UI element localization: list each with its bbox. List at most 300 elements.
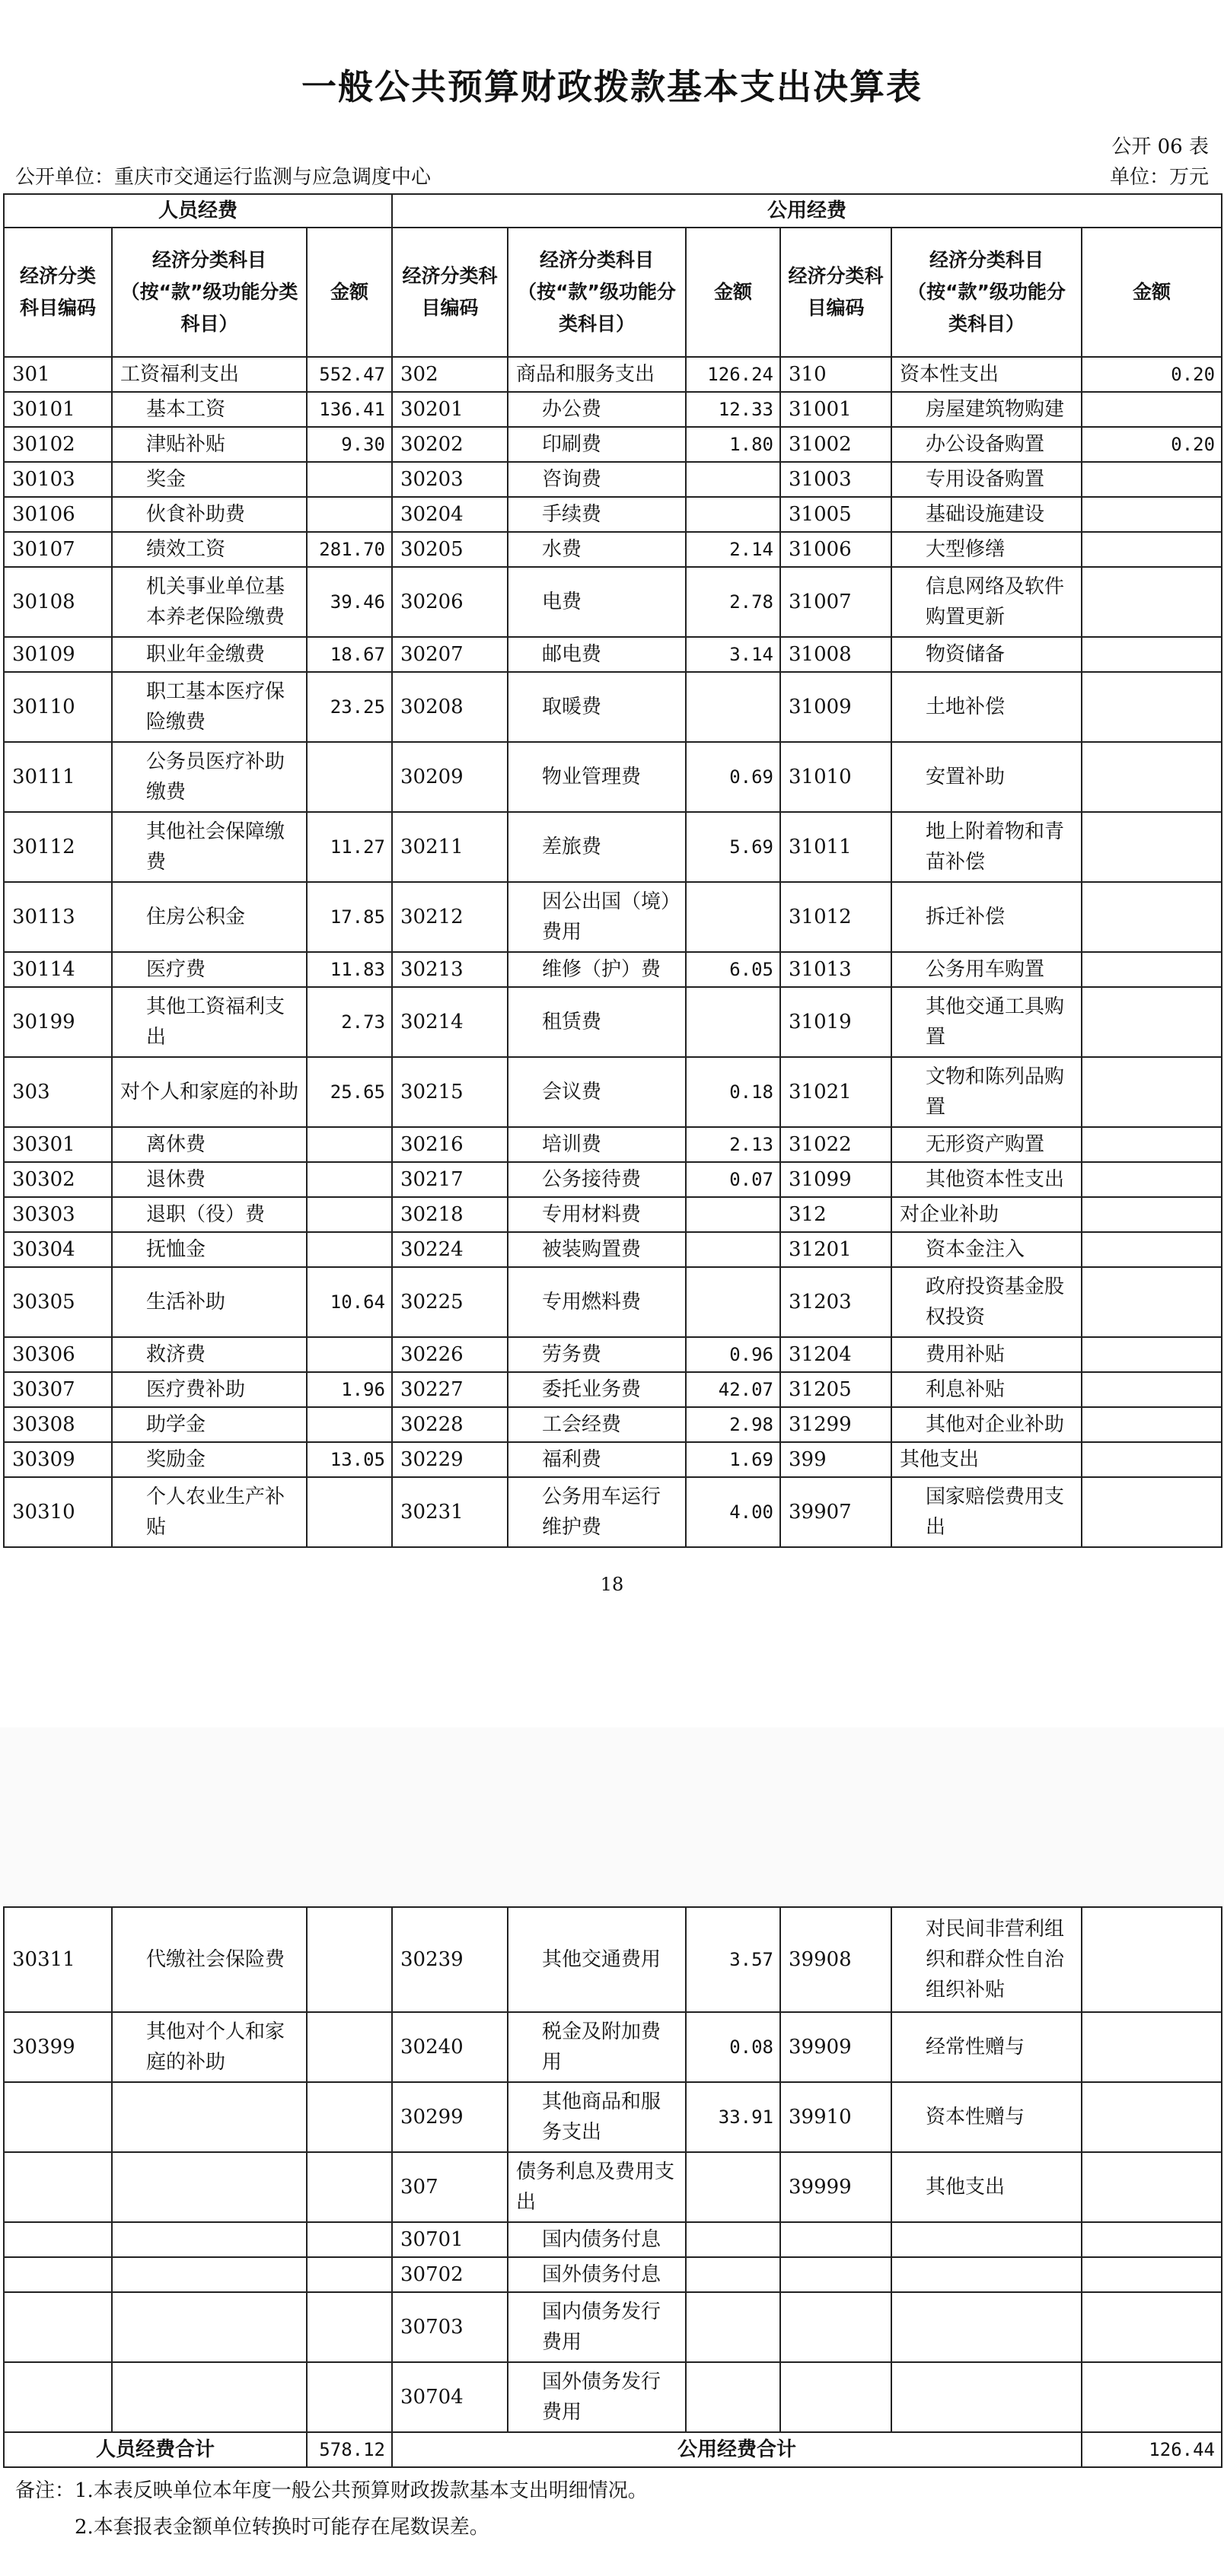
code-cell: 310: [780, 357, 891, 392]
code-cell: 30209: [392, 742, 508, 812]
item-name-cell: 利息补贴: [891, 1372, 1082, 1407]
amount-cell: [1082, 952, 1222, 987]
item-name-cell: 公务用车运行维护费: [508, 1477, 686, 1547]
amount-cell: [1082, 1372, 1222, 1407]
code-cell: 30309: [4, 1442, 112, 1477]
amount-cell: 1.96: [307, 1372, 392, 1407]
amount-cell: 0.18: [686, 1057, 780, 1127]
table-row: [4, 952, 1222, 987]
code-cell: 30103: [4, 462, 112, 497]
code-cell: 31019: [780, 987, 891, 1057]
item-name-cell: 资本金注入: [891, 1232, 1082, 1267]
table-row: [4, 1197, 1222, 1232]
amount-cell: [1082, 2152, 1222, 2222]
amount-cell: [307, 462, 392, 497]
amount-cell: 11.27: [307, 812, 392, 882]
code-cell: 30211: [392, 812, 508, 882]
code-cell: 30106: [4, 497, 112, 532]
code-cell: [4, 2362, 112, 2432]
code-cell: 31022: [780, 1127, 891, 1162]
code-cell: 30311: [4, 1907, 112, 2012]
code-cell: [780, 2257, 891, 2292]
amount-cell: 0.20: [1082, 357, 1222, 392]
item-name-cell: 基本工资: [112, 392, 307, 427]
item-name-cell: 资本性赠与: [891, 2082, 1082, 2152]
amount-cell: 0.69: [686, 742, 780, 812]
totals-row: [4, 2432, 1222, 2467]
code-cell: [4, 2222, 112, 2257]
item-name-cell: 对企业补助: [891, 1197, 1082, 1232]
amount-cell: 3.57: [686, 1907, 780, 2012]
amount-cell: [307, 2012, 392, 2082]
amount-cell: 1.69: [686, 1442, 780, 1477]
item-name-cell: [112, 2362, 307, 2432]
amount-cell: 42.07: [686, 1372, 780, 1407]
amount-cell: [686, 462, 780, 497]
item-name-cell: 商品和服务支出: [508, 357, 686, 392]
item-name-cell: 地上附着物和青苗补偿: [891, 812, 1082, 882]
amount-cell: [686, 1267, 780, 1337]
item-name-cell: [891, 2292, 1082, 2362]
code-cell: 31005: [780, 497, 891, 532]
table-row: [4, 497, 1222, 532]
amount-cell: [307, 742, 392, 812]
code-cell: 399: [780, 1442, 891, 1477]
col-header-name: 经济分类科目（按“款”级功能分类科目）: [112, 228, 307, 357]
amount-cell: [1082, 497, 1222, 532]
code-cell: 39909: [780, 2012, 891, 2082]
amount-cell: [686, 1232, 780, 1267]
item-name-cell: 安置补助: [891, 742, 1082, 812]
code-cell: 30218: [392, 1197, 508, 1232]
amount-cell: [1082, 637, 1222, 672]
item-name-cell: 取暖费: [508, 672, 686, 742]
item-name-cell: 公务接待费: [508, 1162, 686, 1197]
item-name-cell: 奖励金: [112, 1442, 307, 1477]
item-name-cell: [891, 2257, 1082, 2292]
code-cell: 31021: [780, 1057, 891, 1127]
table-row: [4, 2082, 1222, 2152]
code-cell: [780, 2222, 891, 2257]
code-cell: 312: [780, 1197, 891, 1232]
item-name-cell: 其他资本性支出: [891, 1162, 1082, 1197]
amount-cell: [686, 2152, 780, 2222]
group-header-row: [4, 194, 1222, 228]
code-cell: 30239: [392, 1907, 508, 2012]
item-name-cell: [891, 2362, 1082, 2432]
item-name-cell: [112, 2292, 307, 2362]
item-name-cell: 对民间非营利组织和群众性自治组织补贴: [891, 1907, 1082, 2012]
item-name-cell: 国家赔偿费用支出: [891, 1477, 1082, 1547]
amount-cell: 13.05: [307, 1442, 392, 1477]
item-name-cell: 其他支出: [891, 1442, 1082, 1477]
table-row: [4, 637, 1222, 672]
amount-cell: 0.07: [686, 1162, 780, 1197]
amount-unit: 单位：万元: [1109, 166, 1209, 189]
amount-cell: [307, 2362, 392, 2432]
code-cell: 30308: [4, 1407, 112, 1442]
col-header-amount: 金额: [1082, 228, 1222, 357]
amount-cell: [1082, 1337, 1222, 1372]
personnel-total-label: 人员经费合计: [4, 2432, 307, 2467]
table-row: [4, 392, 1222, 427]
code-cell: 30108: [4, 567, 112, 637]
unit-row: [15, 161, 1209, 187]
item-name-cell: 国外债务发行费用: [508, 2362, 686, 2432]
amount-cell: [1082, 1197, 1222, 1232]
code-cell: 31204: [780, 1337, 891, 1372]
item-name-cell: 职业年金缴费: [112, 637, 307, 672]
item-name-cell: 国内债务付息: [508, 2222, 686, 2257]
code-cell: 30203: [392, 462, 508, 497]
item-name-cell: 福利费: [508, 1442, 686, 1477]
code-cell: 30205: [392, 532, 508, 567]
code-cell: 31002: [780, 427, 891, 462]
item-name-cell: 抚恤金: [112, 1232, 307, 1267]
code-cell: 31009: [780, 672, 891, 742]
item-name-cell: 其他商品和服务支出: [508, 2082, 686, 2152]
amount-cell: [1082, 987, 1222, 1057]
item-name-cell: 个人农业生产补贴: [112, 1477, 307, 1547]
item-name-cell: 其他社会保障缴费: [112, 812, 307, 882]
amount-cell: [307, 1162, 392, 1197]
amount-cell: 12.33: [686, 392, 780, 427]
item-name-cell: [112, 2257, 307, 2292]
amount-cell: [1082, 532, 1222, 567]
amount-cell: 281.70: [307, 532, 392, 567]
amount-cell: [1082, 1267, 1222, 1337]
amount-cell: 17.85: [307, 882, 392, 952]
item-name-cell: 公务用车购置: [891, 952, 1082, 987]
code-cell: 30199: [4, 987, 112, 1057]
item-name-cell: 委托业务费: [508, 1372, 686, 1407]
amount-cell: [686, 2222, 780, 2257]
item-name-cell: 救济费: [112, 1337, 307, 1372]
code-cell: 30109: [4, 637, 112, 672]
code-cell: 30214: [392, 987, 508, 1057]
code-cell: 39908: [780, 1907, 891, 2012]
code-cell: 30208: [392, 672, 508, 742]
item-name-cell: [112, 2222, 307, 2257]
code-cell: 30107: [4, 532, 112, 567]
public-total-value: 126.44: [1082, 2432, 1222, 2467]
amount-cell: [1082, 2362, 1222, 2432]
code-cell: 31201: [780, 1232, 891, 1267]
amount-cell: [307, 1232, 392, 1267]
code-cell: 30216: [392, 1127, 508, 1162]
code-cell: 30301: [4, 1127, 112, 1162]
amount-cell: 6.05: [686, 952, 780, 987]
code-cell: [4, 2257, 112, 2292]
code-cell: [780, 2292, 891, 2362]
item-name-cell: 代缴社会保险费: [112, 1907, 307, 2012]
item-name-cell: 国内债务发行费用: [508, 2292, 686, 2362]
amount-cell: [686, 2292, 780, 2362]
amount-cell: 0.20: [1082, 427, 1222, 462]
amount-cell: [1082, 2257, 1222, 2292]
amount-cell: [307, 1477, 392, 1547]
amount-cell: 0.08: [686, 2012, 780, 2082]
code-cell: 31011: [780, 812, 891, 882]
code-cell: 30231: [392, 1477, 508, 1547]
table-row: [4, 532, 1222, 567]
code-cell: 31006: [780, 532, 891, 567]
col-header-name: 经济分类科目（按“款”级功能分类科目）: [891, 228, 1082, 357]
amount-cell: 2.13: [686, 1127, 780, 1162]
code-cell: 30224: [392, 1232, 508, 1267]
code-cell: 30704: [392, 2362, 508, 2432]
table-row: [4, 882, 1222, 952]
amount-cell: [307, 2257, 392, 2292]
amount-cell: [1082, 812, 1222, 882]
item-name-cell: 无形资产购置: [891, 1127, 1082, 1162]
table-row: [4, 987, 1222, 1057]
amount-cell: [686, 672, 780, 742]
item-name-cell: 印刷费: [508, 427, 686, 462]
col-header-code: 经济分类科目编码: [780, 228, 891, 357]
amount-cell: [1082, 2082, 1222, 2152]
item-name-cell: 被装购置费: [508, 1232, 686, 1267]
amount-cell: [1082, 742, 1222, 812]
item-name-cell: 退职（役）费: [112, 1197, 307, 1232]
code-cell: [4, 2082, 112, 2152]
item-name-cell: 国外债务付息: [508, 2257, 686, 2292]
item-name-cell: 对个人和家庭的补助: [112, 1057, 307, 1127]
code-cell: 30302: [4, 1162, 112, 1197]
item-name-cell: 邮电费: [508, 637, 686, 672]
note-line-1: 备注：1.本表反映单位本年度一般公共预算财政拨款基本支出明细情况。: [15, 2479, 648, 2502]
amount-cell: [686, 882, 780, 952]
code-cell: 30228: [392, 1407, 508, 1442]
table-row: [4, 1407, 1222, 1442]
item-name-cell: 机关事业单位基本养老保险缴费: [112, 567, 307, 637]
code-cell: 31012: [780, 882, 891, 952]
code-cell: 30702: [392, 2257, 508, 2292]
table-row: [4, 2012, 1222, 2082]
code-cell: 30206: [392, 567, 508, 637]
item-name-cell: 其他交通费用: [508, 1907, 686, 2012]
item-name-cell: 税金及附加费用: [508, 2012, 686, 2082]
item-name-cell: [112, 2152, 307, 2222]
item-name-cell: 其他支出: [891, 2152, 1082, 2222]
item-name-cell: 信息网络及软件购置更新: [891, 567, 1082, 637]
code-cell: 30307: [4, 1372, 112, 1407]
code-cell: 30303: [4, 1197, 112, 1232]
code-cell: 30102: [4, 427, 112, 462]
table-row: [4, 812, 1222, 882]
code-cell: 30305: [4, 1267, 112, 1337]
code-cell: 30111: [4, 742, 112, 812]
table-row: [4, 1372, 1222, 1407]
code-cell: 30240: [392, 2012, 508, 2082]
item-name-cell: 债务利息及费用支出: [508, 2152, 686, 2222]
code-cell: 30215: [392, 1057, 508, 1127]
item-name-cell: 其他对个人和家庭的补助: [112, 2012, 307, 2082]
code-cell: 30226: [392, 1337, 508, 1372]
code-cell: 31299: [780, 1407, 891, 1442]
code-cell: 30114: [4, 952, 112, 987]
amount-cell: [1082, 2012, 1222, 2082]
amount-cell: [1082, 462, 1222, 497]
item-name-cell: 医疗费补助: [112, 1372, 307, 1407]
amount-cell: 5.69: [686, 812, 780, 882]
code-cell: 30212: [392, 882, 508, 952]
item-name-cell: 劳务费: [508, 1337, 686, 1372]
table-row: [4, 1162, 1222, 1197]
code-cell: 30202: [392, 427, 508, 462]
item-name-cell: 大型修缮: [891, 532, 1082, 567]
amount-cell: [1082, 1127, 1222, 1162]
reporting-unit: 公开单位：重庆市交通运行监测与应急调度中心: [15, 166, 432, 189]
amount-cell: 2.73: [307, 987, 392, 1057]
item-name-cell: 资本性支出: [891, 357, 1082, 392]
code-cell: [4, 2292, 112, 2362]
code-cell: 30217: [392, 1162, 508, 1197]
table-row: [4, 1477, 1222, 1547]
amount-cell: 2.98: [686, 1407, 780, 1442]
notes: [15, 2473, 648, 2546]
expenditure-table-part-1: [3, 193, 1222, 1548]
col-header-name: 经济分类科目（按“款”级功能分类科目）: [508, 228, 686, 357]
amount-cell: 33.91: [686, 2082, 780, 2152]
code-cell: 31010: [780, 742, 891, 812]
code-cell: 303: [4, 1057, 112, 1127]
item-name-cell: 办公设备购置: [891, 427, 1082, 462]
col-header-amount: 金额: [307, 228, 392, 357]
code-cell: 30101: [4, 392, 112, 427]
code-cell: 302: [392, 357, 508, 392]
table-row: [4, 2362, 1222, 2432]
amount-cell: [686, 1197, 780, 1232]
amount-cell: 11.83: [307, 952, 392, 987]
code-cell: 30201: [392, 392, 508, 427]
item-name-cell: 奖金: [112, 462, 307, 497]
item-name-cell: 助学金: [112, 1407, 307, 1442]
code-cell: 39999: [780, 2152, 891, 2222]
code-cell: 30213: [392, 952, 508, 987]
amount-cell: [1082, 672, 1222, 742]
table-row: [4, 2152, 1222, 2222]
amount-cell: [686, 2257, 780, 2292]
table-row: [4, 1337, 1222, 1372]
table-row: [4, 2222, 1222, 2257]
code-cell: 30399: [4, 2012, 112, 2082]
code-cell: 31099: [780, 1162, 891, 1197]
table-row: [4, 427, 1222, 462]
table-row: [4, 1267, 1222, 1337]
code-cell: 30112: [4, 812, 112, 882]
amount-cell: [1082, 1057, 1222, 1127]
code-cell: 307: [392, 2152, 508, 2222]
item-name-cell: [112, 2082, 307, 2152]
amount-cell: [686, 2362, 780, 2432]
amount-cell: [307, 497, 392, 532]
item-name-cell: 住房公积金: [112, 882, 307, 952]
item-name-cell: 工资福利支出: [112, 357, 307, 392]
item-name-cell: 医疗费: [112, 952, 307, 987]
amount-cell: [307, 1907, 392, 2012]
item-name-cell: 会议费: [508, 1057, 686, 1127]
item-name-cell: 物资储备: [891, 637, 1082, 672]
amount-cell: 3.14: [686, 637, 780, 672]
item-name-cell: 基础设施建设: [891, 497, 1082, 532]
amount-cell: [307, 1197, 392, 1232]
item-name-cell: 专用燃料费: [508, 1267, 686, 1337]
amount-cell: [307, 1127, 392, 1162]
amount-cell: [307, 1407, 392, 1442]
expenditure-table-part-2: [3, 1906, 1222, 2468]
amount-cell: 18.67: [307, 637, 392, 672]
amount-cell: [1082, 1232, 1222, 1267]
item-name-cell: 工会经费: [508, 1407, 686, 1442]
amount-cell: [1082, 392, 1222, 427]
amount-cell: [1082, 567, 1222, 637]
amount-cell: 126.24: [686, 357, 780, 392]
form-number: 公开 06 表: [1111, 135, 1209, 158]
item-name-cell: 生活补助: [112, 1267, 307, 1337]
amount-cell: 2.14: [686, 532, 780, 567]
code-cell: 30227: [392, 1372, 508, 1407]
amount-cell: 9.30: [307, 427, 392, 462]
item-name-cell: 其他对企业补助: [891, 1407, 1082, 1442]
table-row: [4, 1232, 1222, 1267]
item-name-cell: [891, 2222, 1082, 2257]
item-name-cell: 费用补贴: [891, 1337, 1082, 1372]
code-cell: 30310: [4, 1477, 112, 1547]
item-name-cell: 公务员医疗补助缴费: [112, 742, 307, 812]
amount-cell: 552.47: [307, 357, 392, 392]
personnel-group-header: 人员经费: [4, 194, 392, 228]
amount-cell: [1082, 1442, 1222, 1477]
item-name-cell: 专用设备购置: [891, 462, 1082, 497]
amount-cell: [307, 2292, 392, 2362]
item-name-cell: 差旅费: [508, 812, 686, 882]
page-2: [0, 1906, 1224, 2576]
code-cell: 30701: [392, 2222, 508, 2257]
note-line-2: 2.本套报表金额单位转换时可能存在尾数误差。: [75, 2516, 489, 2539]
item-name-cell: 因公出国（境）费用: [508, 882, 686, 952]
item-name-cell: 水费: [508, 532, 686, 567]
amount-cell: [686, 497, 780, 532]
table-row: [4, 1127, 1222, 1162]
amount-cell: 4.00: [686, 1477, 780, 1547]
item-name-cell: 政府投资基金股权投资: [891, 1267, 1082, 1337]
amount-cell: [1082, 1477, 1222, 1547]
amount-cell: [307, 2152, 392, 2222]
col-header-amount: 金额: [686, 228, 780, 357]
code-cell: 31007: [780, 567, 891, 637]
item-name-cell: 土地补偿: [891, 672, 1082, 742]
code-cell: 30703: [392, 2292, 508, 2362]
amount-cell: [1082, 1407, 1222, 1442]
code-cell: 31205: [780, 1372, 891, 1407]
table-row: [4, 1907, 1222, 2012]
item-name-cell: 维修（护）费: [508, 952, 686, 987]
code-cell: 30304: [4, 1232, 112, 1267]
page-number: 18: [600, 1574, 624, 1595]
amount-cell: 136.41: [307, 392, 392, 427]
public-group-header: 公用经费: [392, 194, 1222, 228]
item-name-cell: 其他交通工具购置: [891, 987, 1082, 1057]
table-row: [4, 672, 1222, 742]
amount-cell: [1082, 1907, 1222, 2012]
code-cell: 30299: [392, 2082, 508, 2152]
item-name-cell: 电费: [508, 567, 686, 637]
code-cell: 31008: [780, 637, 891, 672]
public-total-label: 公用经费合计: [392, 2432, 1082, 2467]
item-name-cell: 经常性赠与: [891, 2012, 1082, 2082]
code-cell: 30110: [4, 672, 112, 742]
